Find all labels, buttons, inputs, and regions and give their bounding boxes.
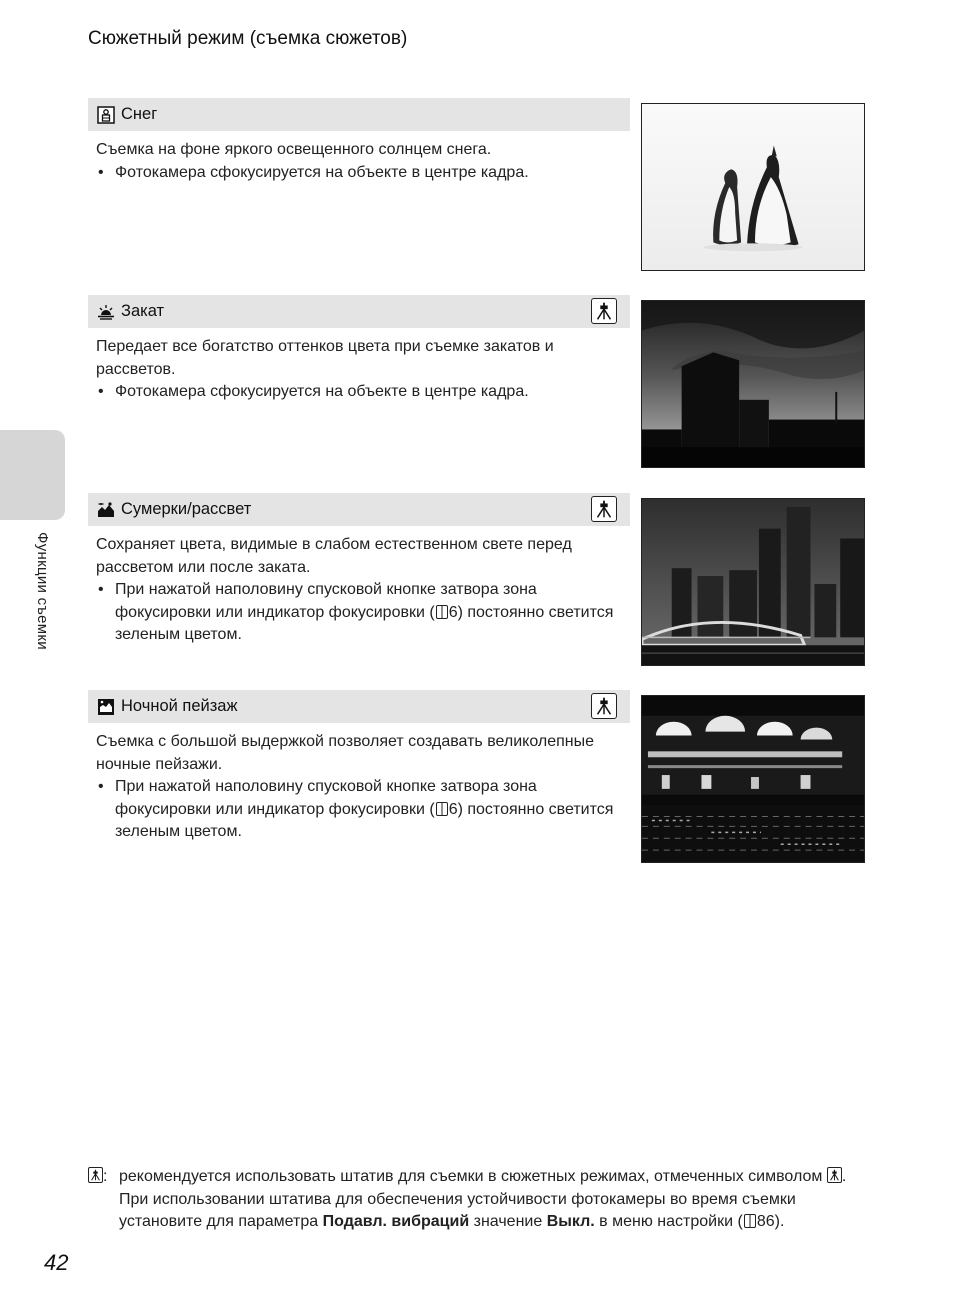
section-sunset bbox=[88, 295, 630, 404]
section-header bbox=[88, 98, 630, 131]
snow-scene-icon bbox=[97, 106, 115, 124]
tripod-icon bbox=[591, 496, 617, 522]
section-dusk-dawn bbox=[88, 493, 630, 647]
bullet-text-end: ) постоянно светится зеленым цветом. bbox=[115, 800, 614, 840]
page-title: Сюжетный режим (съемка сюжетов) bbox=[88, 28, 408, 49]
tripod-icon bbox=[591, 298, 617, 324]
sunset-scene-icon bbox=[97, 303, 115, 321]
section-title: Ночной пейзаж bbox=[121, 697, 238, 715]
footnote-page-ref: 86 bbox=[756, 1213, 775, 1230]
section-intro: Передает все богатство оттенков цвета при съемке закатов и рассветов. bbox=[96, 338, 554, 378]
footnote-text-3: значение bbox=[473, 1213, 543, 1230]
bullet-text: При нажатой наполовину спусковой кнопке затвора зона фокусировки или индикатор фокусировки ( bbox=[115, 778, 537, 818]
section-intro: Сохраняет цвета, видимые в слабом естественном свете перед рассветом или после заката. bbox=[96, 536, 572, 576]
bullet-page-ref: 6 bbox=[448, 603, 458, 621]
tripod-icon bbox=[827, 1167, 842, 1183]
section-intro: Съемка с большой выдержкой позволяет создавать великолепные ночные пейзажи. bbox=[96, 733, 595, 773]
section-night-landscape bbox=[88, 690, 630, 844]
photo-night-waterfront bbox=[641, 695, 865, 863]
footnote bbox=[88, 1166, 878, 1234]
footnote-text-5: ). bbox=[774, 1213, 785, 1230]
night-landscape-scene-icon bbox=[97, 698, 115, 716]
section-bullet: • Фотокамера сфокусируется на объекте в центре кадра. bbox=[96, 381, 622, 404]
footnote-text-2: . При использовании штатива для обеспечения устойчивости фотокамеры во время съемки установите для параметра bbox=[119, 1168, 847, 1230]
tripod-icon bbox=[591, 693, 617, 719]
book-reference-icon bbox=[436, 802, 448, 816]
tripod-icon bbox=[88, 1167, 103, 1183]
section-title: Закат bbox=[121, 302, 165, 320]
section-title: Снег bbox=[121, 105, 158, 123]
page-number: 42 bbox=[44, 1250, 69, 1275]
section-bullet: • Фотокамера сфокусируется на объекте в центре кадра. bbox=[96, 162, 622, 185]
footnote-colon: : bbox=[103, 1168, 108, 1185]
footnote-text-1: рекомендуется использовать штатив для съемки в сюжетных режимах, отмеченных символом bbox=[119, 1168, 823, 1185]
photo-sunset-city bbox=[641, 300, 865, 468]
bullet-text: При нажатой наполовину спусковой кнопке затвора зона фокусировки или индикатор фокусировки ( bbox=[115, 581, 537, 621]
section-title: Сумерки/рассвет bbox=[121, 500, 252, 518]
section-header bbox=[88, 690, 630, 723]
photo-dusk-skyline bbox=[641, 498, 865, 666]
bullet-page-ref: 6 bbox=[448, 800, 458, 818]
footnote-setting-value: Выкл. bbox=[546, 1213, 595, 1230]
footnote-text-4: в меню настройки ( bbox=[599, 1213, 743, 1230]
side-label: Функции съемки bbox=[34, 532, 51, 650]
footnote-setting-name: Подавл. вибраций bbox=[322, 1213, 470, 1230]
section-header bbox=[88, 493, 630, 526]
dusk-dawn-scene-icon bbox=[97, 501, 115, 519]
book-reference-icon bbox=[436, 605, 448, 619]
bullet-text-end: ) постоянно светится зеленым цветом. bbox=[115, 603, 614, 643]
book-reference-icon bbox=[744, 1214, 756, 1228]
section-intro: Съемка на фоне яркого освещенного солнцем снега. bbox=[96, 141, 492, 158]
section-header bbox=[88, 295, 630, 328]
section-bullet bbox=[96, 776, 622, 844]
section-snow bbox=[88, 98, 630, 184]
section-bullet bbox=[96, 579, 622, 647]
footnote-mark bbox=[88, 1166, 107, 1189]
side-tab bbox=[0, 430, 65, 520]
photo-penguins-snow bbox=[641, 103, 865, 271]
